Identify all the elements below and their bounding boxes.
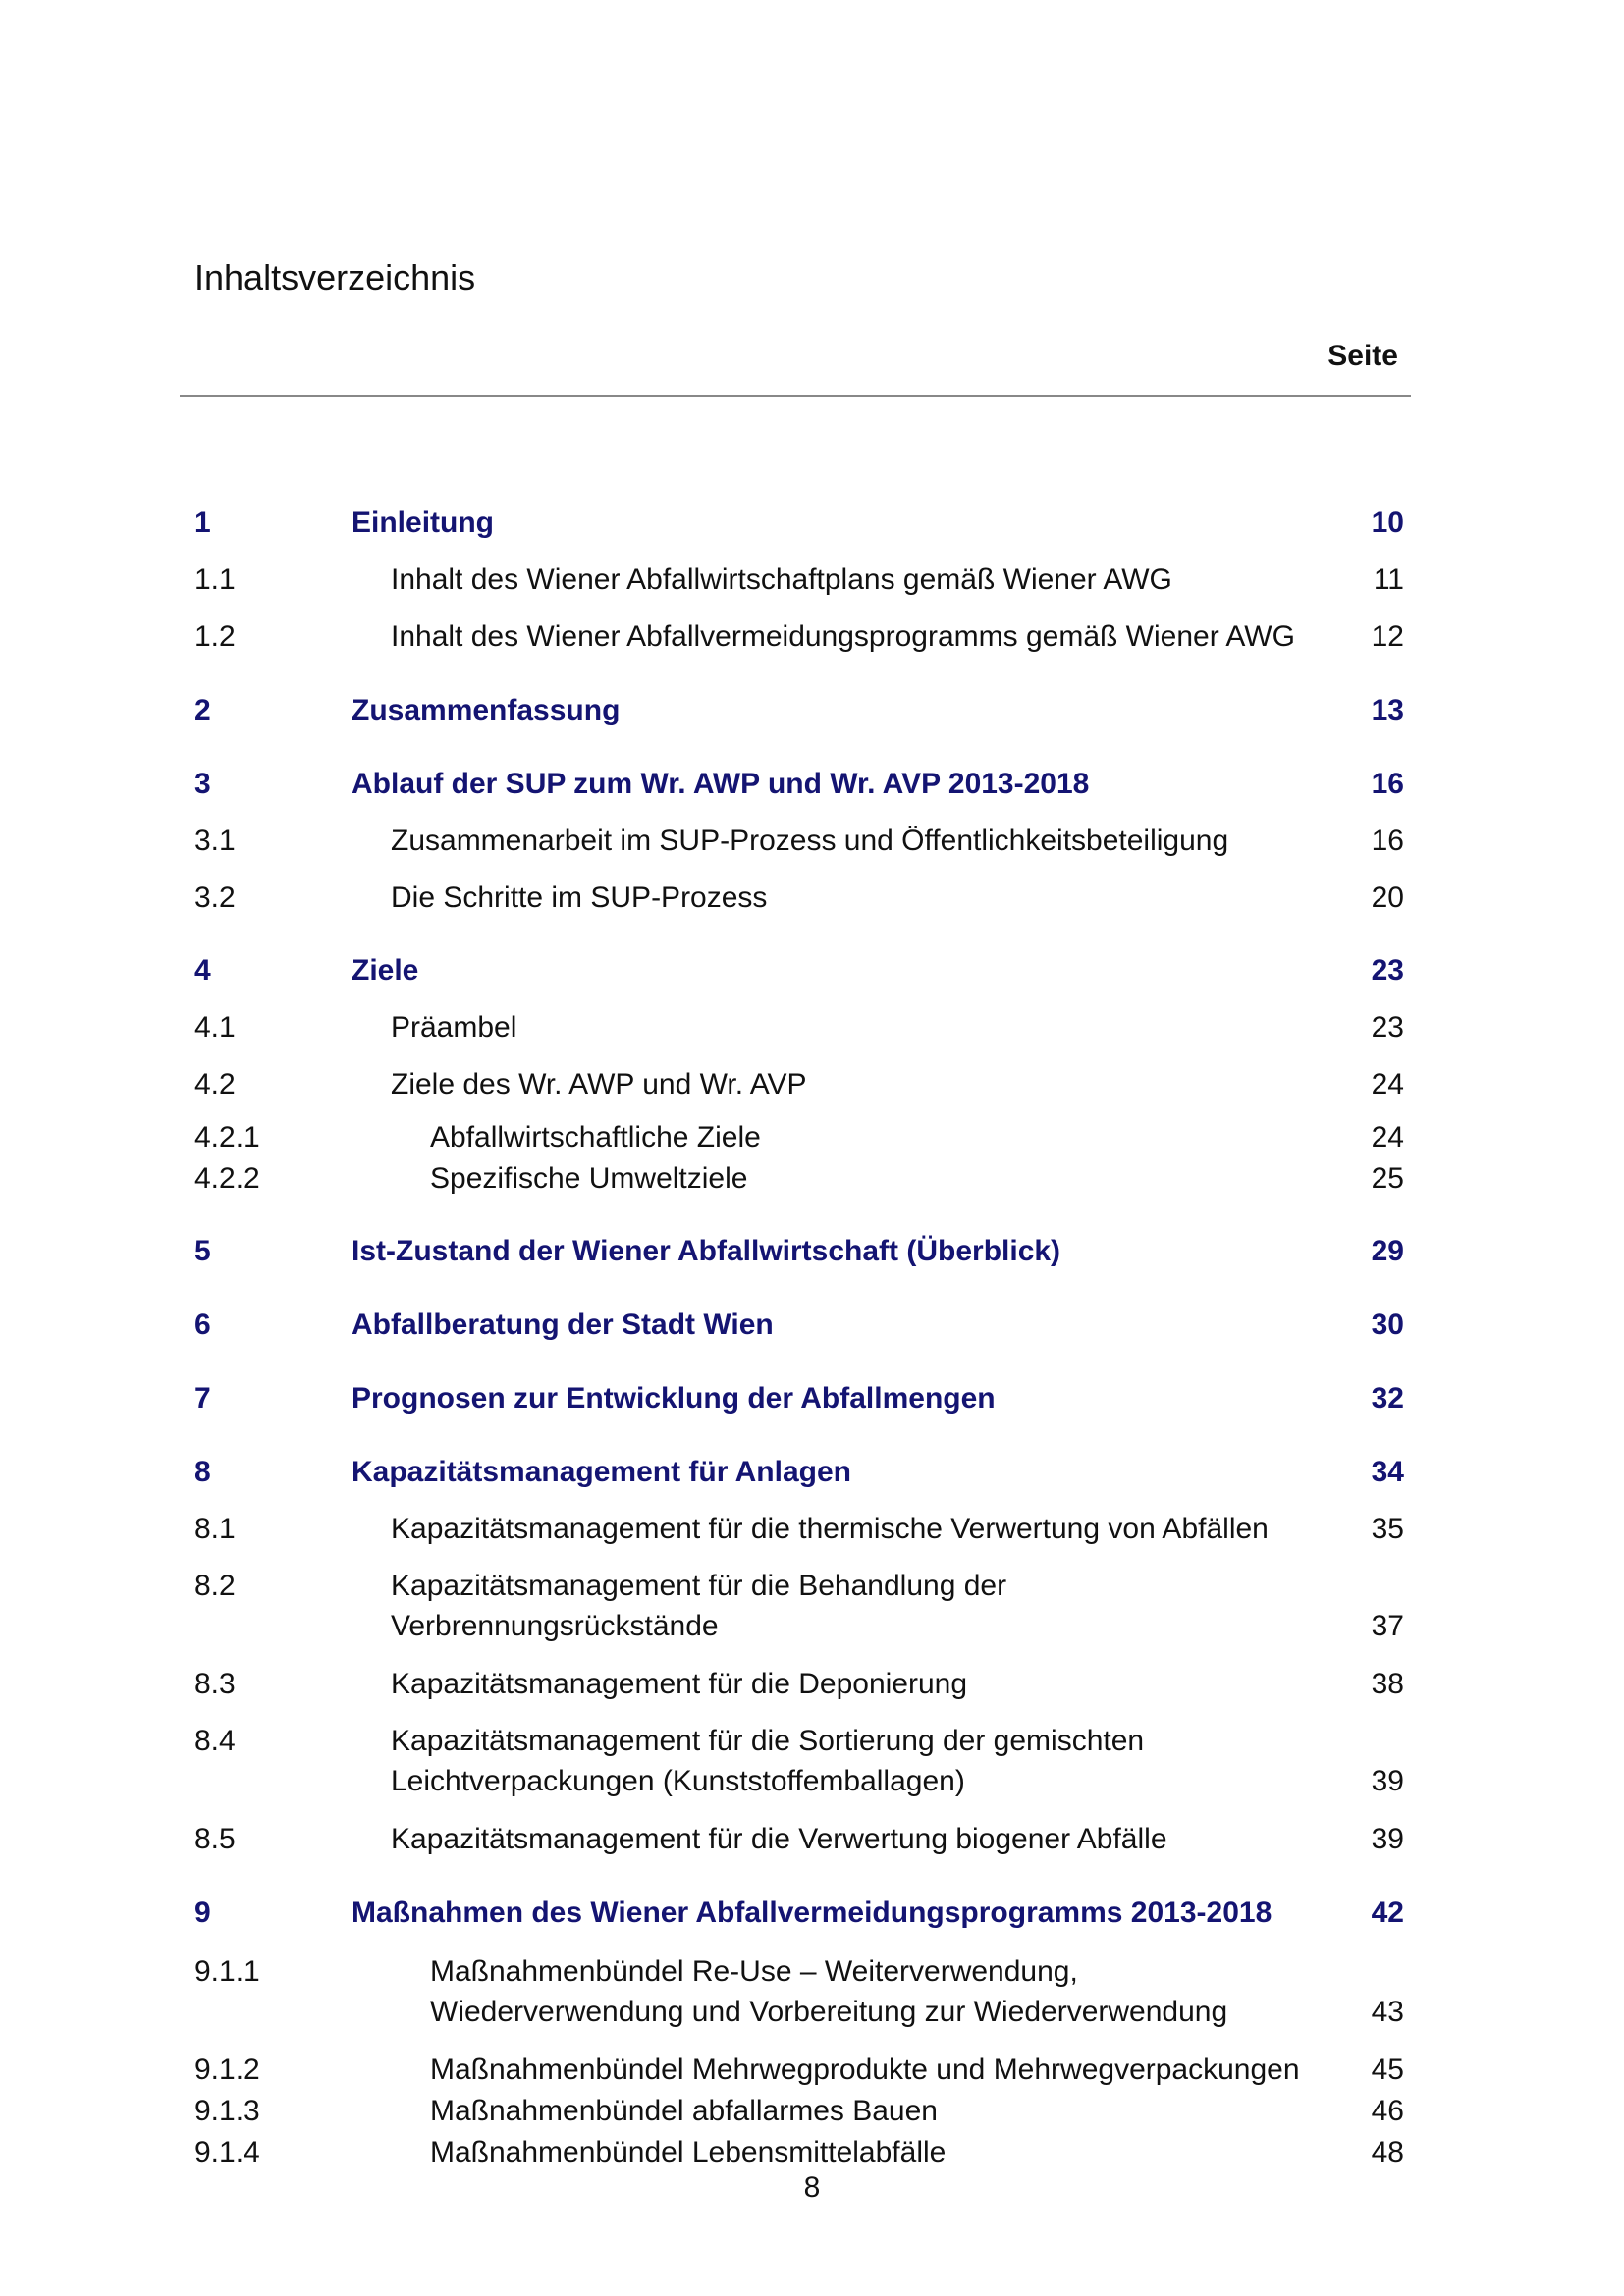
toc-entry-title: Ziele des Wr. AWP und Wr. AVP [391,1068,807,1100]
toc-entry-title: Abfallberatung der Stadt Wien [352,1308,774,1341]
toc-entry-page: 43 [1371,1996,1404,2028]
toc-entry-title: Leichtverpackungen (Kunststoffemballagen) [391,1765,965,1797]
page-column-label: Seite [1327,340,1398,372]
toc-entry-title: Ziele [352,954,419,987]
toc-entry-number: 1.1 [194,563,236,596]
toc-entry-title: Maßnahmenbündel Lebensmittelabfälle [430,2136,947,2168]
toc-entry-number: 2 [194,694,211,726]
toc-entry-title: Verbrennungsrückstände [391,1610,719,1642]
toc-entry-number: 9.1.2 [194,2054,260,2086]
toc-entry-title: Kapazitätsmanagement für die thermische Verwertung von Abfällen [391,1513,1269,1545]
toc-entry-number: 8.3 [194,1668,236,1700]
toc-entry-page: 12 [1371,620,1404,653]
toc-entry-page: 16 [1371,768,1404,800]
toc-entry-page: 35 [1371,1513,1404,1545]
toc-entry-number: 9 [194,1896,211,1929]
toc-entry-number: 4 [194,954,211,987]
toc-entry-title: Zusammenfassung [352,694,621,726]
toc-entry-number: 4.2.1 [194,1121,260,1153]
toc-entry-title: Ist-Zustand der Wiener Abfallwirtschaft (Überblick) [352,1235,1061,1267]
toc-entry-number: 1 [194,507,211,539]
toc-entry-title: Kapazitätsmanagement für die Verwertung biogener Abfälle [391,1823,1167,1855]
toc-entry-title: Kapazitätsmanagement für die Behandlung der [391,1570,1007,1602]
toc-entry-page: 16 [1371,825,1404,857]
toc-entry-page: 11 [1373,563,1404,596]
toc-entry-number: 9.1.4 [194,2136,260,2168]
page-number: 8 [803,2171,821,2204]
toc-entry-page: 46 [1371,2095,1404,2127]
toc-entry-title: Inhalt des Wiener Abfallvermeidungsprogramms gemäß Wiener AWG [391,620,1295,653]
toc-entry-number: 4.1 [194,1011,236,1043]
toc-entry-page: 24 [1371,1121,1404,1153]
toc-entry-number: 7 [194,1382,211,1415]
toc-entry-title: Maßnahmenbündel abfallarmes Bauen [430,2095,938,2127]
toc-entry-page: 32 [1371,1382,1404,1415]
toc-entry-page: 42 [1371,1896,1404,1929]
toc-entry-number: 9.1.1 [194,1955,260,1988]
toc-entry-title: Maßnahmenbündel Mehrwegprodukte und Mehrwegverpackungen [430,2054,1300,2086]
toc-entry-number: 8.4 [194,1725,236,1757]
toc-entry-title: Prognosen zur Entwicklung der Abfallmengen [352,1382,996,1415]
toc-entry-number: 4.2.2 [194,1162,260,1195]
toc-entry-title: Zusammenarbeit im SUP-Prozess und Öffentlichkeitsbeteiligung [391,825,1229,857]
toc-entry-page: 30 [1371,1308,1404,1341]
toc-entry-page: 20 [1371,881,1404,914]
toc-entry-title: Inhalt des Wiener Abfallwirtschaftplans gemäß Wiener AWG [391,563,1172,596]
page-title: Inhaltsverzeichnis [194,257,476,297]
toc-entry-number: 1.2 [194,620,236,653]
toc-entry-number: 6 [194,1308,211,1341]
toc-entry-page: 23 [1371,1011,1404,1043]
toc-entry-number: 8.2 [194,1570,236,1602]
toc-entry-number: 9.1.3 [194,2095,260,2127]
toc-entry-number: 4.2 [194,1068,236,1100]
toc-entry-page: 48 [1371,2136,1404,2168]
toc-entry-title: Kapazitätsmanagement für die Deponierung [391,1668,968,1700]
toc-entry-number: 8 [194,1456,211,1488]
toc-entry-number: 5 [194,1235,211,1267]
toc-entry-page: 38 [1371,1668,1404,1700]
toc-entry-number: 3.2 [194,881,236,914]
toc-entry-title: Abfallwirtschaftliche Ziele [430,1121,761,1153]
toc-entry-title: Wiederverwendung und Vorbereitung zur Wiederverwendung [430,1996,1228,2028]
toc-entry-page: 34 [1371,1456,1404,1488]
toc-entry-page: 39 [1371,1765,1404,1797]
toc-entry-title: Maßnahmen des Wiener Abfallvermeidungsprogramms 2013-2018 [352,1896,1272,1929]
toc-entry-number: 3 [194,768,211,800]
toc-entry-title: Die Schritte im SUP-Prozess [391,881,768,914]
toc-entry-number: 3.1 [194,825,236,857]
toc-entry-page: 24 [1371,1068,1404,1100]
toc-entry-title: Spezifische Umweltziele [430,1162,748,1195]
toc-entry-page: 13 [1371,694,1404,726]
toc-entry-page: 45 [1371,2054,1404,2086]
toc-entry-title: Präambel [391,1011,517,1043]
toc-entry-page: 37 [1371,1610,1404,1642]
toc-entry-title: Einleitung [352,507,494,539]
toc-entry-page: 10 [1371,507,1404,539]
toc-entry-title: Kapazitätsmanagement für die Sortierung der gemischten [391,1725,1145,1757]
toc-entry-page: 29 [1371,1235,1404,1267]
toc-entry-page: 23 [1371,954,1404,987]
toc-entry-number: 8.5 [194,1823,236,1855]
toc-entry-title: Kapazitätsmanagement für Anlagen [352,1456,851,1488]
toc-entry-title: Ablauf der SUP zum Wr. AWP und Wr. AVP 2013-2018 [352,768,1090,800]
toc-entry-page: 25 [1371,1162,1404,1195]
toc-entry-title: Maßnahmenbündel Re-Use – Weiterverwendung, [430,1955,1078,1988]
toc-entry-number: 8.1 [194,1513,236,1545]
toc-entry-page: 39 [1371,1823,1404,1855]
